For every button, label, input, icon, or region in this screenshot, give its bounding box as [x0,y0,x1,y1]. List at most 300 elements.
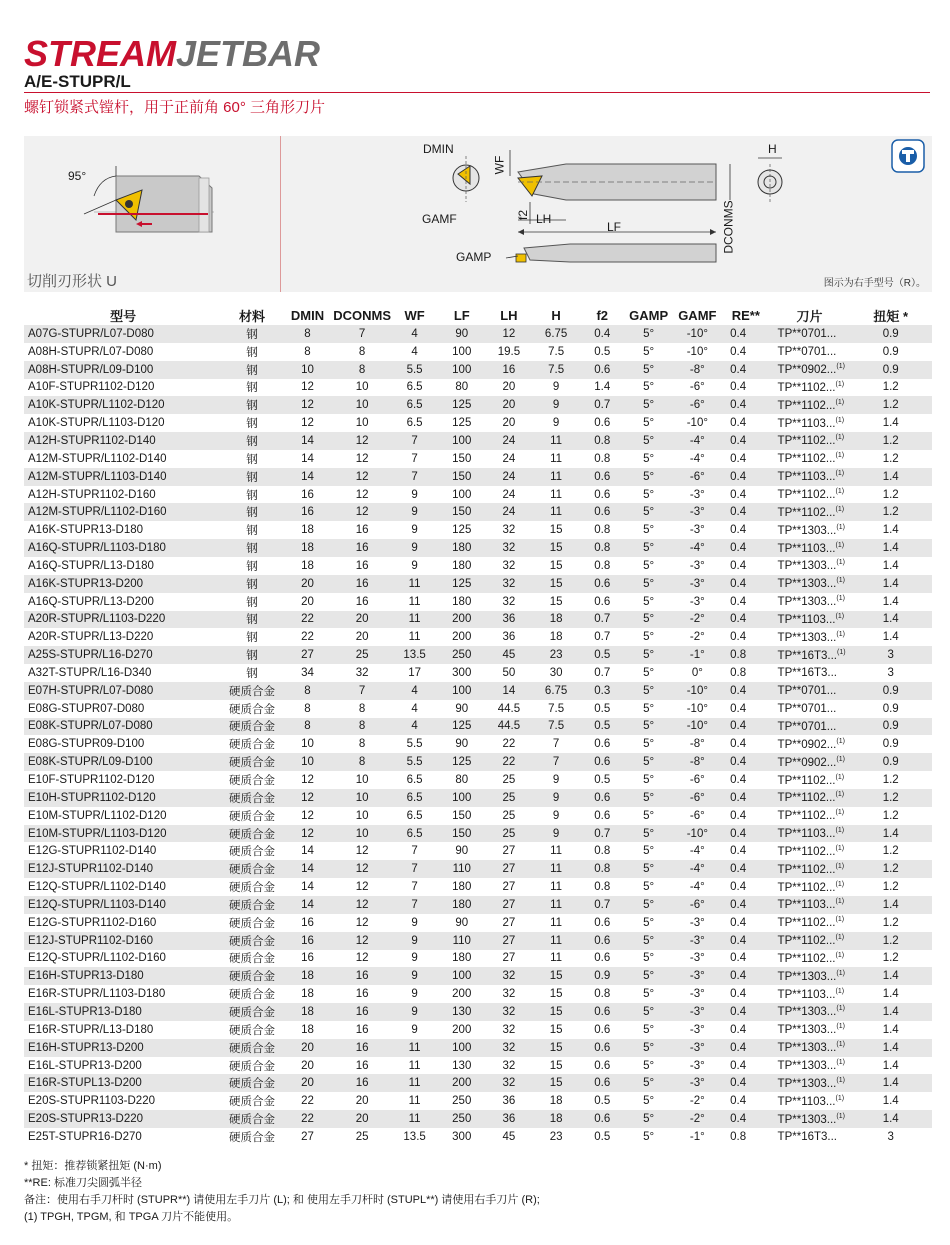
table-cell: 16 [355,595,369,608]
table-cell: -3° [689,524,705,537]
table-cell: 4 [411,702,418,715]
insert-code: TP**1103... [777,542,836,555]
insert-code: TP**1102... [777,489,836,502]
insert-code: TP**1303... [777,596,837,609]
insert-code: TP**1102... [777,435,836,448]
table-cell: 16 [333,1039,391,1057]
table-cell: 24 [485,503,532,521]
table-cell: 25 [502,774,516,787]
table-cell: 20 [355,1095,369,1108]
table-cell: -3° [673,575,723,593]
table-cell: 18 [533,611,580,629]
table-cell: 32 [355,666,369,679]
table-cell: 27 [502,916,516,929]
table-cell: 22 [282,611,333,629]
gamp-label: GAMP [456,250,492,264]
table-row [24,611,932,629]
table-cell: 100 [438,682,485,700]
table-cell: 7 [333,325,391,343]
cell-insert [770,575,850,593]
table-cell: 9 [411,488,418,501]
table-cell: 0.6 [580,361,625,379]
cell-model: E20S-STUPR13-D220 [24,1110,222,1128]
table-cell: 9 [411,559,418,572]
cell-insert [770,1092,850,1110]
table-cell: 5° [625,1039,673,1057]
table-cell: -10° [673,325,723,343]
table-cell: 11 [533,860,580,878]
table-cell: 16 [333,539,391,557]
cell-torque: 1.4 [849,1003,932,1021]
cell-insert [770,1003,850,1021]
table-cell: 0.6 [580,789,625,807]
table-cell: 硬质合金 [229,1060,276,1073]
insert-code: TP**1102... [777,917,836,930]
cell-model: E12J-STUPR1102-D160 [24,932,222,950]
cell-torque: 1.4 [882,1059,899,1072]
table-cell: 5° [625,789,673,807]
col-gamf: GAMF [678,308,717,323]
insert-note-mark: (1) [836,630,845,638]
table-cell: 0.5 [594,345,611,358]
table-cell: 6.5 [391,825,438,843]
table-cell: 0.8 [722,646,769,664]
table-cell: 200 [452,1023,472,1036]
table-cell: 0.4 [730,417,747,430]
col-model: 型号 [110,309,137,324]
table-cell: 9 [552,809,560,822]
cell-model: E12Q-STUPR/L1102-D140 [28,881,166,894]
table-cell: 0.8 [594,988,611,1001]
table-row [24,468,932,486]
table-cell: 0.4 [730,631,747,644]
table-cell: 32 [485,1074,532,1092]
table-cell: 200 [452,631,472,644]
insert-note-mark: (1) [835,398,845,406]
col-dmin: DMIN [290,308,325,323]
table-cell: 20 [333,1110,391,1128]
insert-code: TP**0902... [777,756,837,769]
table-cell: 0.4 [730,595,747,608]
cell-insert [770,771,850,789]
table-cell: 24 [502,488,516,501]
table-cell: 6.75 [533,325,580,343]
table-cell: 200 [438,611,485,629]
table-cell: 9 [552,774,560,787]
insert-note-mark: (1) [836,1059,845,1067]
cell-model: A12H-STUPR1102-D160 [28,488,156,501]
cell-torque: 1.4 [849,575,932,593]
table-cell: 0.4 [730,1023,747,1036]
table-cell: 9 [391,932,438,950]
table-cell: 7.5 [533,361,580,379]
table-cell: 0.6 [580,1110,625,1128]
insert-note-mark: (1) [835,416,845,424]
table-cell: 1.4 [594,381,611,394]
col-dconms: DCONMS [333,308,391,323]
table-cell: 5° [625,682,673,700]
cell-insert [770,682,850,700]
cell-insert [770,343,850,361]
table-cell: 11 [408,631,421,644]
insert-note-mark: (1) [835,791,845,799]
table-cell: 0.4 [722,1074,769,1092]
table-cell: 18 [301,524,314,537]
cell-insert [770,985,850,1003]
insert-note-mark: (1) [835,488,845,496]
cell-model: E12Q-STUPR/L1103-D140 [24,896,222,914]
table-row [24,789,932,807]
cell-torque: 1.2 [849,503,932,521]
cell-model: E12J-STUPR1102-D140 [24,860,222,878]
table-cell: 32 [485,967,532,985]
table-cell: -3° [689,559,705,572]
table-cell: 0.4 [730,1059,747,1072]
table-cell: -4° [673,539,723,557]
table-cell: 0.8 [580,432,625,450]
table-cell: 0.6 [580,932,625,950]
table-cell: 14 [282,896,333,914]
cell-torque: 1.2 [882,809,899,822]
table-cell: -3° [689,488,705,501]
table-cell: 硬质合金 [222,1074,282,1092]
cell-insert [770,664,850,682]
table-cell: 硬质合金 [222,896,282,914]
table-cell: 13.5 [391,646,438,664]
table-cell: 9 [552,417,560,430]
table-cell: 0.6 [580,1039,625,1057]
table-cell: 5° [643,809,655,822]
table-cell: 5° [643,524,655,537]
table-cell: 钢 [246,346,258,359]
insert-note-mark: (1) [835,505,845,513]
table-cell: 钢 [246,418,258,431]
table-cell: -6° [689,381,705,394]
table-cell: -4° [689,881,705,894]
cell-torque: 1.2 [849,789,932,807]
tool-diagram [24,136,932,292]
cell-insert [770,325,850,343]
table-cell: 16 [333,1003,391,1021]
cell-model: A08H-STUPR/L07-D080 [28,345,154,358]
table-cell: 硬质合金 [229,1131,276,1144]
cell-insert [770,521,850,539]
insert-note-mark: (1) [835,809,845,817]
table-cell: 7.5 [548,702,565,715]
cell-insert [770,361,850,379]
table-cell: -1° [689,1130,705,1143]
insert-note-mark: (1) [836,755,845,763]
table-cell: 23 [533,646,580,664]
table-cell: 5° [643,559,655,572]
insert-code: TP**0701... [777,328,837,341]
table-cell: 24 [502,452,516,465]
insert-code: TP**1303... [777,1042,837,1055]
cell-insert [770,700,850,718]
table-row [24,503,932,521]
table-cell: 16 [355,524,369,537]
table-cell: 5° [643,881,655,894]
cell-torque: 1.2 [882,488,899,501]
table-cell: -3° [673,1003,723,1021]
table-row [24,914,932,932]
table-cell: 0.4 [730,916,747,929]
table-cell: -3° [673,932,723,950]
table-cell: -2° [673,1110,723,1128]
cell-torque: 0.9 [882,702,899,715]
table-cell: 0.4 [722,575,769,593]
table-cell: 0.4 [730,524,747,537]
table-cell: -6° [673,896,723,914]
table-cell: 0.6 [580,1074,625,1092]
table-cell: 14 [301,452,314,465]
table-cell: 125 [438,396,485,414]
cell-insert [770,950,850,968]
table-cell: 45 [502,1130,516,1143]
cell-torque: 3 [887,1130,894,1143]
table-cell: 0.4 [730,738,747,751]
table-cell: 6.5 [391,396,438,414]
cell-torque: 1.2 [882,916,899,929]
table-cell: 4 [391,682,438,700]
table-cell: 22 [301,1095,314,1108]
table-cell: 32 [502,559,516,572]
table-cell: 8 [358,738,366,751]
insert-code: TP**1103... [777,417,836,430]
table-cell: 32 [502,1059,516,1072]
table-cell: 32 [485,575,532,593]
table-cell: 9 [533,396,580,414]
cell-model: E16L-STUPR13-D200 [28,1059,142,1072]
table-cell: 250 [452,1095,472,1108]
table-row [24,361,932,379]
table-cell: 0.4 [722,503,769,521]
cell-insert [770,735,850,753]
insert-code: TP**1102... [777,863,836,876]
table-row [24,557,932,575]
col-re: RE** [731,308,760,323]
table-cell: 150 [452,452,472,465]
table-cell: 300 [452,666,472,679]
cell-torque: 1.4 [849,1039,932,1057]
table-cell: 10 [355,417,369,430]
table-cell: 0.6 [594,1059,611,1072]
cell-model: A07G-STUPR/L07-D080 [24,325,222,343]
table-cell: 5° [625,539,673,557]
cell-model: A12M-STUPR/L1102-D140 [28,452,167,465]
table-cell: -4° [689,452,705,465]
cell-insert [770,1039,850,1057]
table-cell: 14 [301,881,314,894]
cell-model: A08H-STUPR/L09-D100 [24,361,222,379]
table-cell: 44.5 [497,702,521,715]
cell-model: A10K-STUPR/L1103-D120 [28,417,165,430]
lh-label: LH [536,212,552,226]
footnotes [24,1158,540,1226]
cell-torque: 0.9 [849,718,932,736]
table-cell: 5° [643,702,655,715]
table-cell: 18 [533,1110,580,1128]
table-cell: 5° [625,432,673,450]
table-cell: 100 [438,967,485,985]
table-cell: 0.4 [730,881,747,894]
table-cell: 钢 [246,453,258,466]
table-cell: 27 [282,646,333,664]
insert-code: TP**1303... [777,1060,837,1073]
table-cell: 4 [411,345,418,358]
table-cell: 150 [438,468,485,486]
table-cell: 5° [625,1110,673,1128]
table-row [24,521,932,539]
table-cell: 36 [485,611,532,629]
table-cell: 18 [549,1095,563,1108]
table-cell: 0.5 [594,702,611,715]
table-row [24,753,932,771]
insert-code: TP**16T3... [777,1131,837,1144]
table-row [24,950,932,968]
table-cell: 0.4 [722,932,769,950]
table-cell: 110 [438,932,485,950]
table-cell: -3° [689,1023,705,1036]
table-cell: 7 [391,432,438,450]
table-cell: 130 [438,1003,485,1021]
table-cell: 5° [643,1095,655,1108]
table-cell: 12 [333,932,391,950]
table-cell: 钢 [222,396,282,414]
table-row [24,682,932,700]
table-cell: 100 [452,488,472,501]
table-cell: 5° [625,967,673,985]
table-cell: 0.7 [594,666,611,679]
table-cell: 硬质合金 [229,1096,276,1109]
insert-code: TP**16T3... [777,649,837,662]
table-cell: 0° [691,666,703,679]
table-cell: 5° [625,932,673,950]
table-cell: 14 [282,860,333,878]
table-cell: 11 [391,1110,438,1128]
cell-model: A10F-STUPR1102-D120 [28,381,155,394]
table-cell: 5° [643,738,655,751]
insert-note-mark: (1) [835,1094,845,1102]
table-cell: 0.4 [730,1095,747,1108]
table-cell: -3° [689,1059,705,1072]
cell-model: E08G-STUPR09-D100 [28,738,145,751]
table-cell: -3° [673,1039,723,1057]
brand-part-2: JETBAR [176,33,321,74]
table-cell: 16 [282,503,333,521]
table-cell: 10 [282,753,333,771]
cell-torque: 1.2 [882,845,899,858]
table-cell: -2° [689,631,705,644]
insert-note-mark: (1) [835,541,845,549]
table-cell: 0.5 [594,1095,611,1108]
table-cell: 0.4 [730,488,747,501]
insert-note-mark: (1) [836,969,845,977]
cell-insert [770,932,850,950]
table-cell: 钢 [246,525,258,538]
insert-code: TP**1103... [777,471,836,484]
cell-insert [770,486,850,504]
table-row [24,575,932,593]
table-cell: 11 [391,611,438,629]
table-cell: 100 [438,361,485,379]
table-cell: 45 [485,646,532,664]
cell-torque: 1.4 [882,631,899,644]
table-cell: 钢 [222,361,282,379]
table-cell: 0.6 [594,738,611,751]
table-cell: 钢 [246,667,258,680]
table-cell: -10° [673,718,723,736]
insert-code: TP**0902... [777,738,837,751]
cell-insert [770,718,850,736]
table-cell: 180 [452,881,472,894]
table-cell: 5° [643,1059,655,1072]
table-cell: -8° [673,361,723,379]
table-cell: 24 [485,432,532,450]
table-cell: 9 [391,1003,438,1021]
table-cell: 0.6 [594,417,611,430]
cell-insert [770,628,850,646]
insert-note-mark: (1) [836,363,845,371]
table-cell: 10 [333,396,391,414]
table-cell: 18 [549,631,563,644]
insert-code: TP**1303... [777,578,837,591]
table-cell: 150 [438,503,485,521]
cell-insert [770,593,850,611]
table-cell: 5° [643,488,655,501]
cell-torque: 1.4 [882,1023,899,1036]
table-cell: 20 [282,575,333,593]
table-cell: 130 [452,1059,472,1072]
table-cell: 硬质合金 [229,1024,276,1037]
cell-torque: 1.4 [882,988,899,1001]
insert-note-mark: (1) [835,862,845,870]
cell-model: E12Q-STUPR/L1102-D160 [28,952,166,965]
cell-insert [770,646,850,664]
table-cell: 44.5 [485,718,532,736]
cell-insert [770,860,850,878]
table-cell: 11 [550,916,563,929]
table-cell: 5° [625,361,673,379]
cell-model: A16Q-STUPR/L13-D200 [28,595,154,608]
cell-insert [770,1057,850,1075]
table-cell: 27 [301,1130,314,1143]
table-cell: 0.7 [580,611,625,629]
insert-code: TP**1303... [777,970,837,983]
table-cell: 9 [411,916,418,929]
table-cell: 0.4 [722,896,769,914]
table-cell: 0.4 [722,860,769,878]
cell-torque: 0.9 [849,753,932,771]
table-cell: 16 [333,1074,391,1092]
table-cell: 8 [333,718,391,736]
table-cell: 8 [304,345,311,358]
table-cell: 0.4 [730,809,747,822]
insert-note-mark: (1) [836,1076,845,1084]
table-row [24,628,932,646]
cell-insert [770,807,850,825]
table-cell: 4 [391,718,438,736]
table-cell: 4 [391,325,438,343]
table-cell: 5° [625,1003,673,1021]
table-cell: 0.5 [594,774,611,787]
table-cell: 34 [301,666,314,679]
cell-model: E10M-STUPR/L1102-D120 [28,809,167,822]
table-cell: 7 [333,682,391,700]
insert-note-mark: (1) [836,523,845,531]
table-cell: 20 [502,381,516,394]
table-cell: -10° [673,825,723,843]
